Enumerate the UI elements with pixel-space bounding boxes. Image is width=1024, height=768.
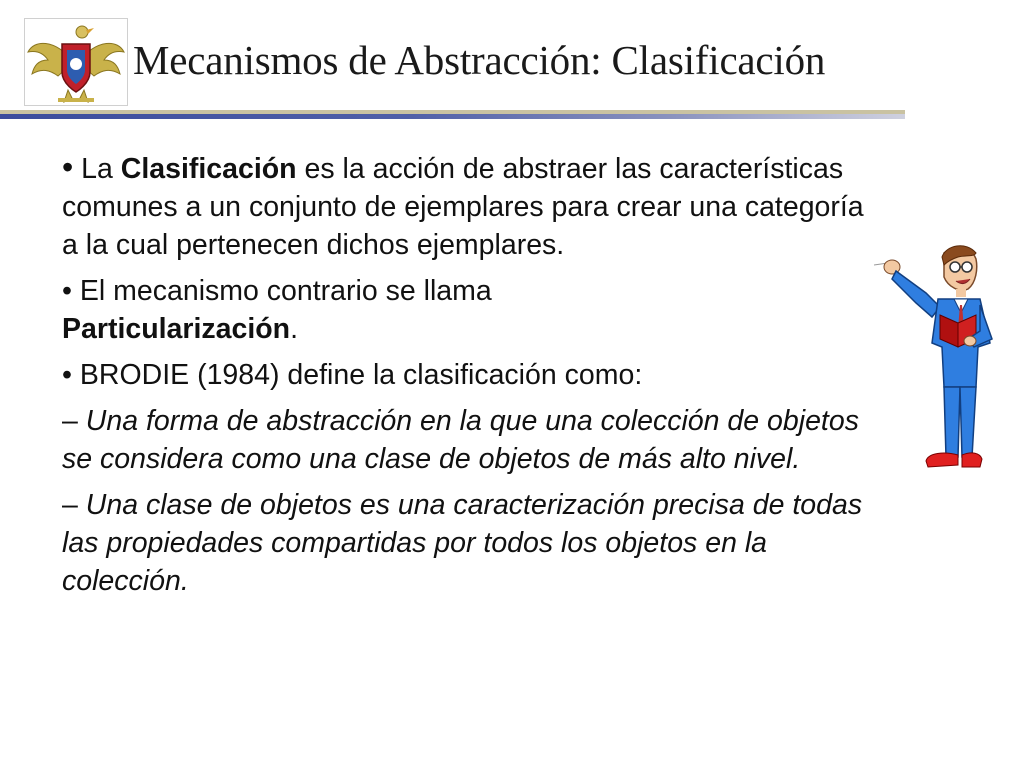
text-span: es la acción de abstraer las características comunes a un conjunto de ejemplares para crear una categoría a la cual pertenecen dichos ejemplares. (62, 153, 864, 261)
bullet-paragraph-1 (62, 148, 887, 264)
teacher-pointing-icon (868, 243, 998, 479)
text-span: La (73, 153, 121, 185)
bullet-paragraph-3 (62, 356, 887, 394)
italic-text: Una forma de abstracción en la que una colección de objetos se considera como una clase de objetos de más alto nivel. (62, 405, 859, 475)
bullet-glyph: • (62, 359, 72, 391)
slide-title: Mecanismos de Abstracción: Clasificación (133, 37, 826, 83)
dash-paragraph-2 (62, 486, 887, 600)
dash-glyph: – (62, 489, 78, 521)
dash-paragraph-1 (62, 402, 887, 478)
slide-body (62, 148, 887, 608)
bullet-paragraph-2 (62, 272, 887, 348)
bullet-glyph: • (62, 275, 72, 307)
title-rule-blue (0, 114, 905, 119)
dash-glyph: – (62, 405, 78, 437)
text-span: El mecanismo contrario se llama (71, 275, 492, 307)
text-span: . (290, 313, 299, 345)
bullet-glyph: • (62, 149, 74, 185)
text-span: BRODIE (1984) define la clasificación como: (71, 359, 643, 391)
italic-text: Una clase de objetos es una caracterización precisa de todas las propiedades compartidas por todos los objetos en la colección. (62, 489, 863, 597)
university-crest-icon (24, 18, 128, 106)
bold-term: Clasificación (120, 153, 297, 185)
bold-term: Particularización (62, 313, 291, 345)
